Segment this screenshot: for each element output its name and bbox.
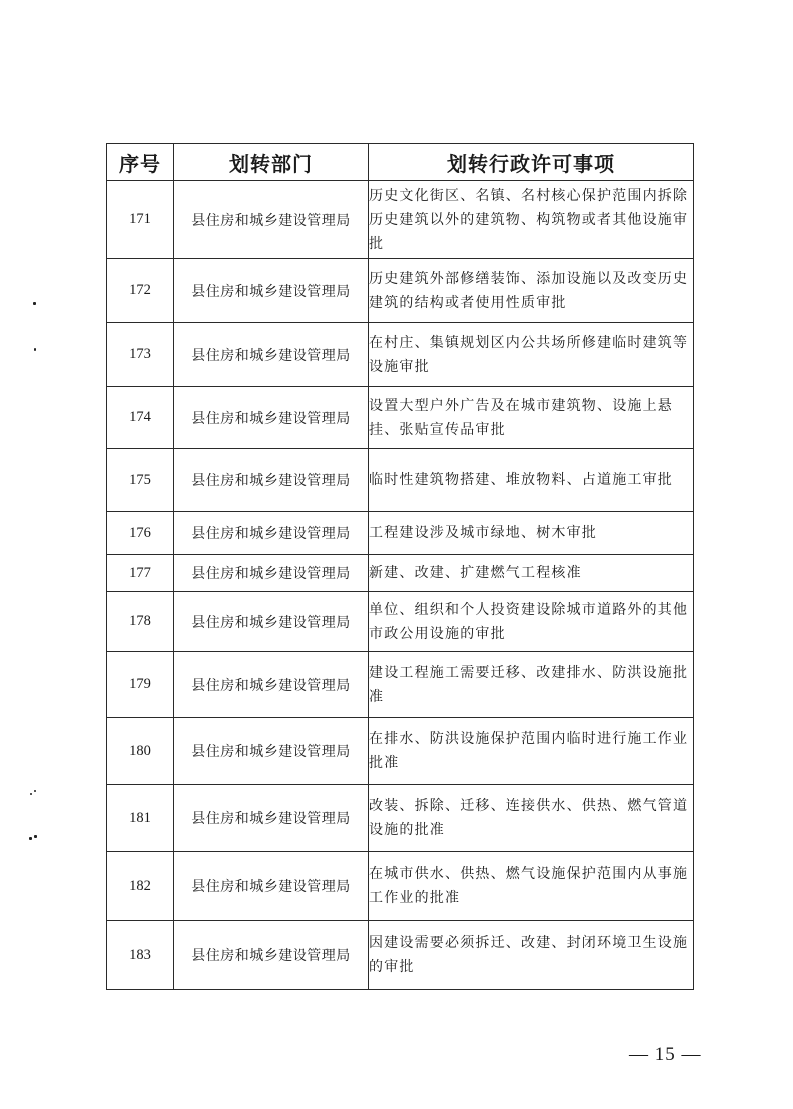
row-number: 177 [107,555,174,592]
table-row [107,181,694,259]
row-department: 县住房和城乡建设管理局 [174,652,369,718]
header-department: 划转部门 [174,144,369,181]
page-number: — 15 — [629,1044,702,1065]
row-item: 工程建设涉及城市绿地、树木审批 [369,512,694,555]
scan-speck [34,348,36,351]
row-item: 建设工程施工需要迁移、改建排水、防洪设施批准 [369,652,694,718]
row-number: 173 [107,323,174,387]
table-row [107,785,694,852]
row-department: 县住房和城乡建设管理局 [174,592,369,652]
row-department: 县住房和城乡建设管理局 [174,387,369,449]
table-row [107,718,694,785]
row-department: 县住房和城乡建设管理局 [174,181,369,259]
row-department: 县住房和城乡建设管理局 [174,718,369,785]
header-item: 划转行政许可事项 [369,144,694,181]
table-row [107,555,694,592]
row-number: 180 [107,718,174,785]
row-department: 县住房和城乡建设管理局 [174,785,369,852]
row-department: 县住房和城乡建设管理局 [174,921,369,990]
table-row [107,449,694,512]
row-department: 县住房和城乡建设管理局 [174,259,369,323]
table-row [107,259,694,323]
row-number: 172 [107,259,174,323]
row-department: 县住房和城乡建设管理局 [174,555,369,592]
row-item: 设置大型户外广告及在城市建筑物、设施上悬挂、张贴宣传品审批 [369,387,694,449]
row-item: 历史文化街区、名镇、名村核心保护范围内拆除历史建筑以外的建筑物、构筑物或者其他设施审批 [369,181,694,259]
row-item: 新建、改建、扩建燃气工程核准 [369,555,694,592]
row-number: 176 [107,512,174,555]
row-number: 175 [107,449,174,512]
row-item: 单位、组织和个人投资建设除城市道路外的其他市政公用设施的审批 [369,592,694,652]
row-item: 改装、拆除、迁移、连接供水、供热、燃气管道设施的批准 [369,785,694,852]
row-item: 历史建筑外部修缮装饰、添加设施以及改变历史建筑的结构或者使用性质审批 [369,259,694,323]
row-number: 182 [107,852,174,921]
table-row [107,652,694,718]
table-row [107,323,694,387]
table-row [107,592,694,652]
row-department: 县住房和城乡建设管理局 [174,512,369,555]
row-item: 在城市供水、供热、燃气设施保护范围内从事施工作业的批准 [369,852,694,921]
scan-speck [34,790,36,792]
row-number: 171 [107,181,174,259]
scan-speck [33,302,36,305]
row-number: 183 [107,921,174,990]
row-number: 181 [107,785,174,852]
licensing-items-table [106,143,694,990]
table-row [107,387,694,449]
row-department: 县住房和城乡建设管理局 [174,323,369,387]
table-header-row [107,144,694,181]
row-number: 174 [107,387,174,449]
row-item: 临时性建筑物搭建、堆放物料、占道施工审批 [369,449,694,512]
table-row [107,512,694,555]
row-number: 178 [107,592,174,652]
scan-speck [29,837,32,840]
table-row [107,852,694,921]
scan-speck [30,793,32,795]
row-item: 因建设需要必须拆迁、改建、封闭环境卫生设施的审批 [369,921,694,990]
row-item: 在排水、防洪设施保护范围内临时进行施工作业批准 [369,718,694,785]
row-item: 在村庄、集镇规划区内公共场所修建临时建筑等设施审批 [369,323,694,387]
row-department: 县住房和城乡建设管理局 [174,449,369,512]
row-department: 县住房和城乡建设管理局 [174,852,369,921]
scan-speck [34,835,37,838]
row-number: 179 [107,652,174,718]
table-row [107,921,694,990]
header-number: 序号 [107,144,174,181]
